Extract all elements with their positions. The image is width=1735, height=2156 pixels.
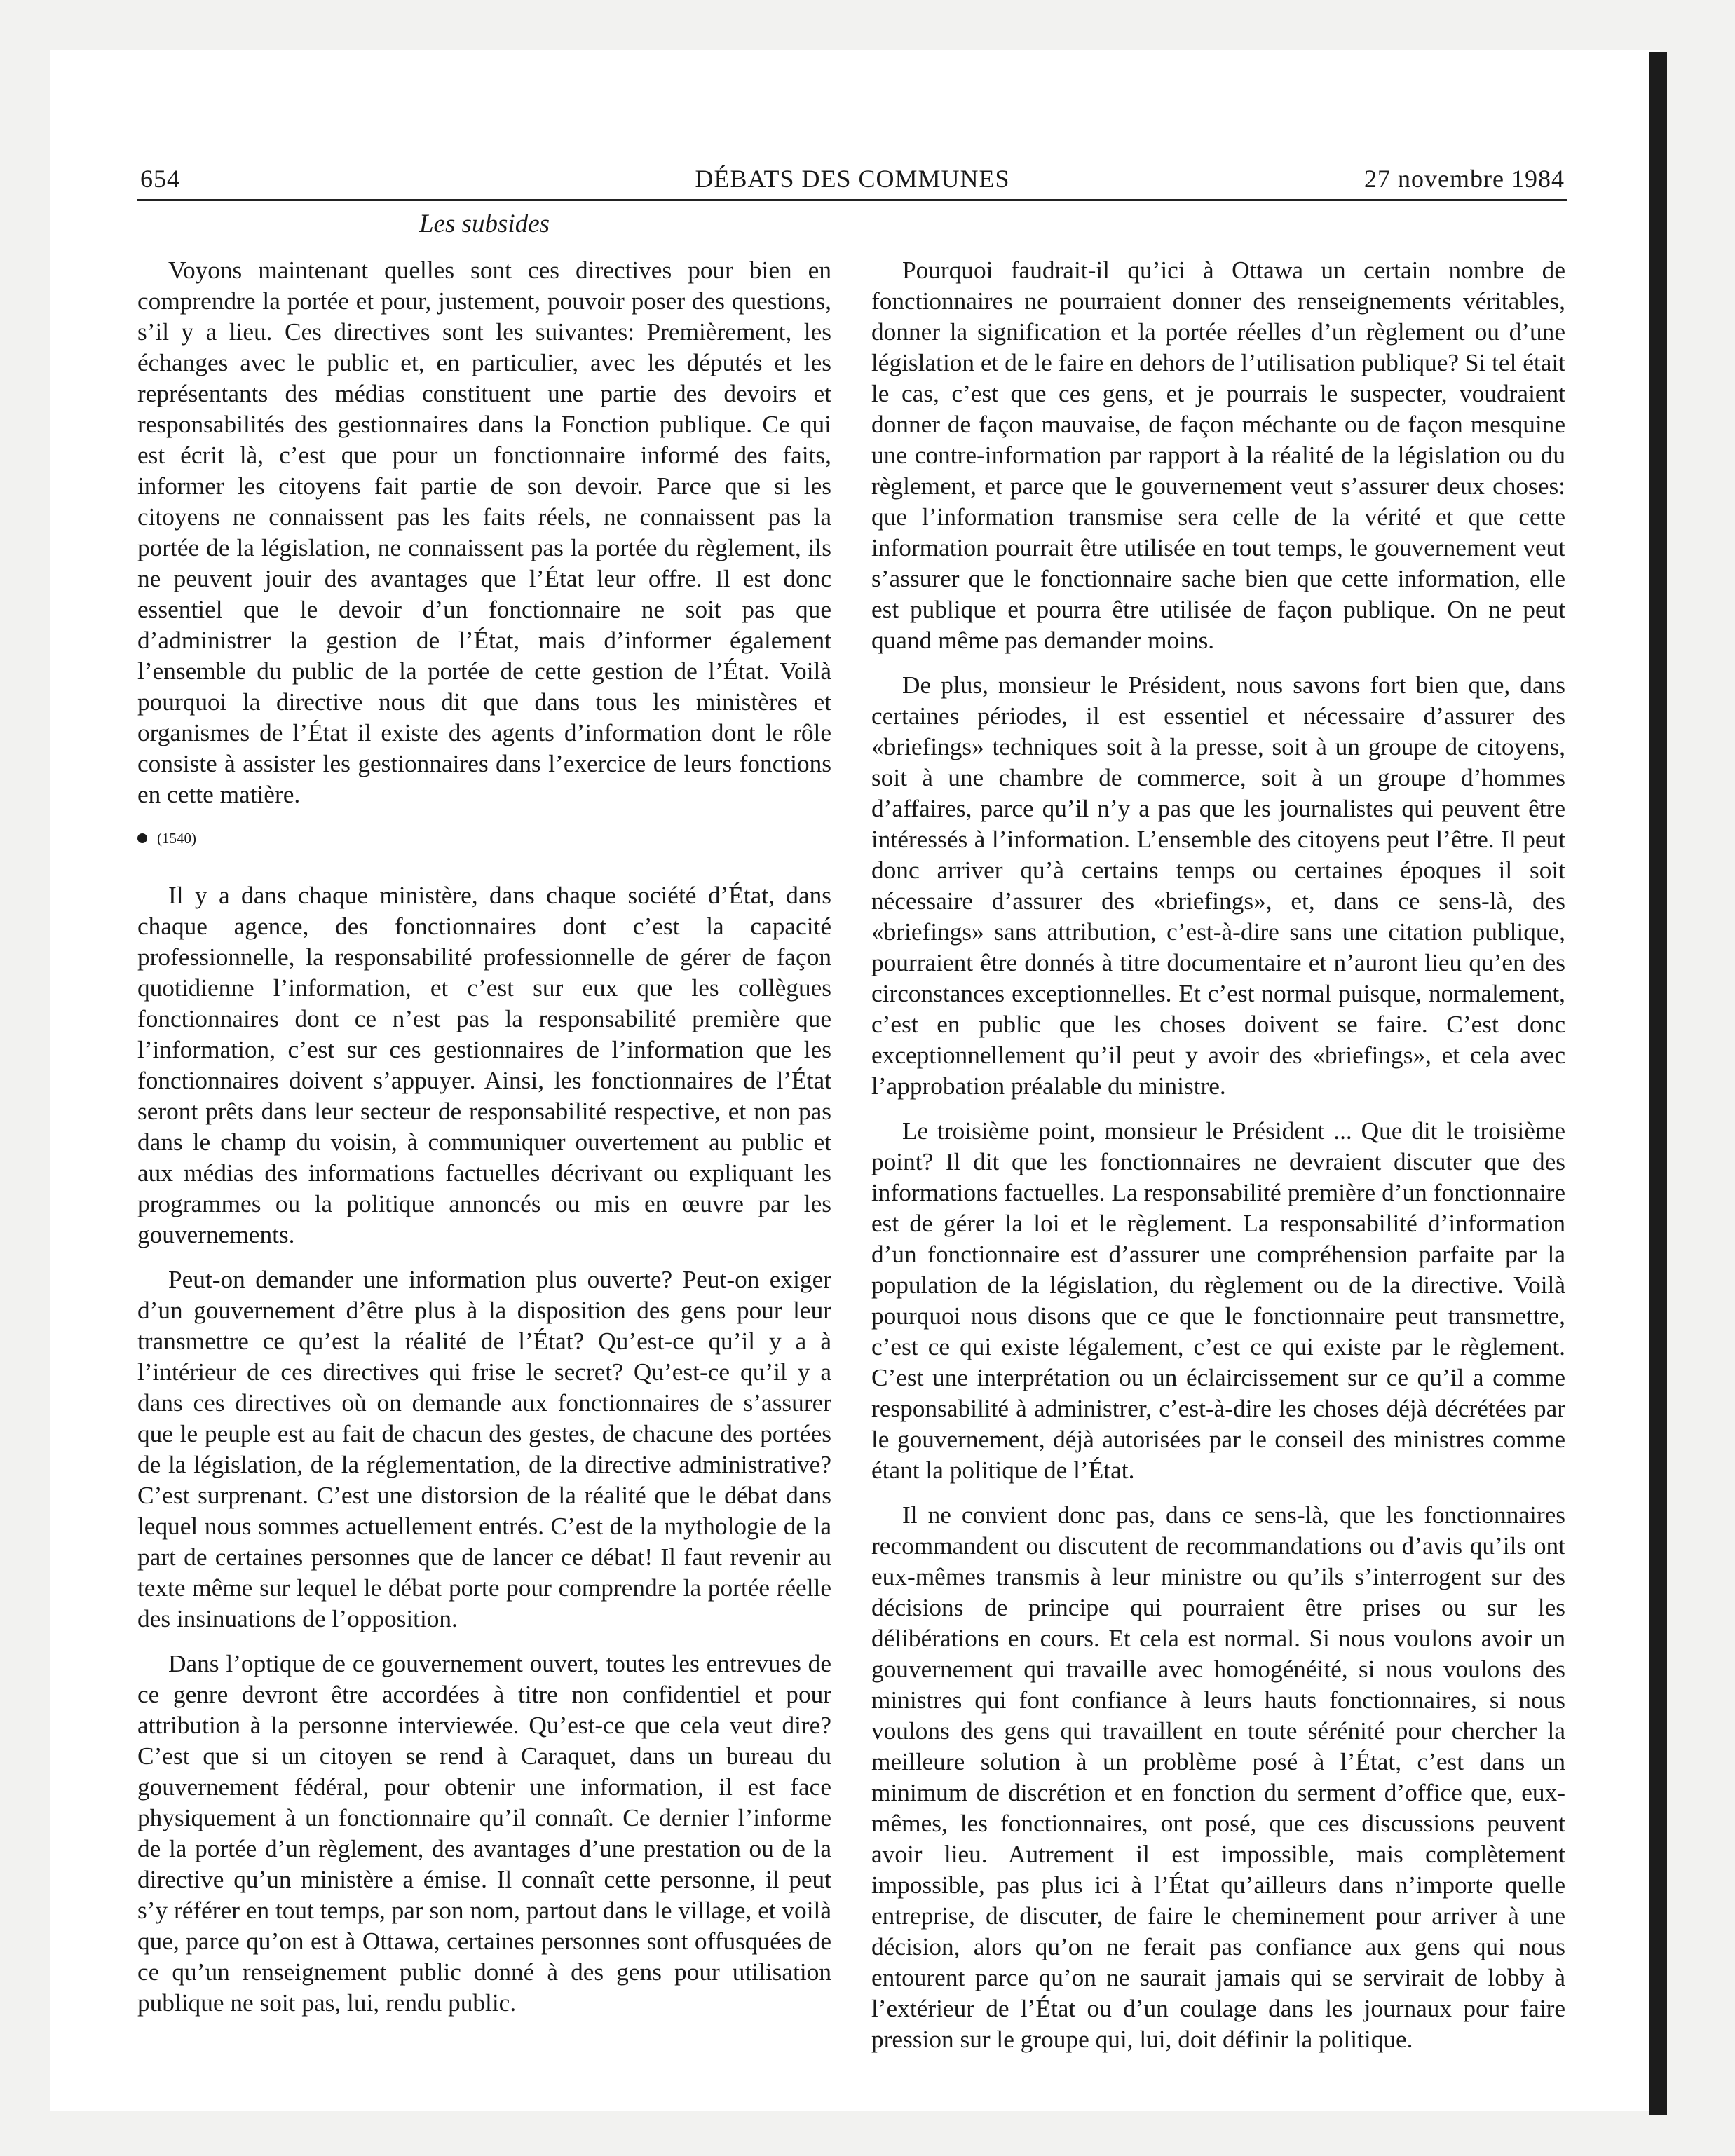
scan-edge-bar [1649,52,1667,2115]
time-marker-label: (1540) [157,830,196,847]
paragraph: Le troisième point, monsieur le Président ... Que dit le troisième point? Il dit que les fonctionnaires ne devraient discuter que des informations factuelles. La responsabilité première d’un fonctionnaire est de gérer la loi et le règlement. La responsabilité d’information d’un fonctionnaire est d’assurer une compréhension parfaite par la population de la législation, du règlement ou de la directive. Voilà pourquoi nous disons que ce que le fonctionnaire peut transmettre, c’est ce qui existe légalement, c’est ce qui existe par le règlement. C’est une interprétation ou un éclaircissement sur ce qu’il a comme responsabilité à administrer, c’est-à-dire les choses déjà décrétées par le gouvernement, déjà autorisées par le conseil des ministres comme étant la politique de l’État. [871,1117,1565,1484]
left-column [137,255,831,2033]
paragraph: Il ne convient donc pas, dans ce sens-là, que les fonctionnaires recommandent ou discutent de recommandations ou d’avis qu’ils ont eux-mêmes transmis à leur ministre ou qu’ils s’interrogent sur des décisions de principe qui pourraient être prises ou sur les délibérations en cours. Et cela est normal. Si nous voulons avoir un gouvernement qui travaille avec homogénéité, si nous voulons des ministres qui font confiance à leurs hauts fonctionnaires, si nous voulons des gens qui travaillent en toute sérénité pour chercher la meilleure solution à un problème posé à l’État, c’est dans un minimum de discrétion et en fonction du serment d’office que, eux-mêmes, les fonctionnaires, ont posé, que ces discussions peuvent avoir lieu. Autrement il est impossible, mais complètement impossible, pas plus ici à l’État qu’ailleurs dans n’importe quelle entreprise, de discuter, de faire le cheminement pour arriver à une décision, alors qu’on ne ferait pas confiance aux gens qui nous entourent parce qu’on ne saurait jamais qui se servirait de lobby à l’extérieur de l’État ou d’un coulage dans les journaux pour faire pression sur le groupe qui, lui, doit définir la politique. [871,1501,1565,2053]
publication-title: DÉBATS DES COMMUNES [695,165,1010,193]
paragraph: Peut-on demander une information plus ouverte? Peut-on exiger d’un gouvernement d’être plus à la disposition des gens pour leur transmettre ce qu’est la réalité de l’État? Qu’est-ce qu’il y a à l’intérieur de ces directives qui frise le secret? Qu’est-ce qu’il y a dans ces directives où on demande aux fonctionnaires de s’assurer que le peuple est au fait de chacun des gestes, de chacune des portées de la législation, de la réglementation, de la directive administrative? C’est surprenant. C’est une distorsion de la réalité que le débat dans lequel nous sommes actuellement entrés. C’est de la mythologie de la part de certaines personnes que de lancer ce débat! Il faut revenir au texte même sur lequel le débat porte pour comprendre la portée réelle des insinuations de l’opposition. [137,1266,831,1632]
right-column [871,255,1565,2069]
paragraph: Voyons maintenant quelles sont ces directives pour bien en comprendre la portée et pour, justement, pouvoir poser des questions, s’il y a lieu. Ces directives sont les suivantes: Premièrement, les échanges avec le public et, en particulier, avec les députés et les représentants des médias constituent une partie des devoirs et responsabilités des gestionnaires dans la Fonction publique. Ce qui est écrit là, c’est que pour un fonctionnaire informé des faits, informer les citoyens fait partie de son devoir. Parce que si les citoyens ne connaissent pas les faits réels, ne connaissent pas la portée de la législation, ne connaissent pas la portée du règlement, ils ne peuvent jouir des avantages que l’État leur offre. Il est donc essentiel que le devoir d’un fonctionnaire ne soit pas que d’administrer la gestion de l’État, mais d’informer également l’ensemble du public de la portée de cette gestion de l’État. Voilà pourquoi la directive nous dit que dans tous les ministères et organismes de l’État il existe des agents d’information dont le rôle consiste à assister les gestionnaires dans l’exercice de leurs fonctions en cette matière. [137,257,831,808]
page-header [137,160,1567,201]
paragraph: Dans l’optique de ce gouvernement ouvert, toutes les entrevues de ce genre devront être accordées à titre non confidentiel et pour attribution à la personne interviewée. Qu’est-ce que cela veut dire? C’est que si un citoyen se rend à Caraquet, dans un bureau du gouvernement fédéral, pour obtenir une information, il est face physiquement à un fonctionnaire qu’il connaît. Ce dernier l’informe de la portée d’un règlement, des avantages d’une prestation ou de la directive qu’un ministère a émise. Il connaît cette personne, il peut s’y référer en tout temps, par son nom, partout dans le village, et voilà que, parce qu’on est à Ottawa, certaines personnes sont offusquées de ce qu’un renseignement public donné à des gens pour utilisation publique ne soit pas, lui, rendu public. [137,1650,831,2017]
bullet-icon [137,833,147,843]
page-date: 27 novembre 1984 [1364,165,1565,193]
section-title: Les subsides [419,210,550,238]
page-number: 654 [140,165,180,193]
time-marker [137,828,831,848]
paragraph: Il y a dans chaque ministère, dans chaque société d’État, dans chaque agence, des fonctionnaires dont c’est la capacité professionnelle, la responsabilité professionnelle de gérer de façon quotidienne l’information, et c’est sur eux que les collègues fonctionnaires dont ce n’est pas la responsabilité première que l’information, c’est sur ces gestionnaires de l’information que les fonctionnaires doivent s’appuyer. Ainsi, les fonctionnaires de l’État seront prêts dans leur secteur de responsabilité respective, et non pas dans le champ du voisin, à communiquer ouvertement au public et aux médias des informations factuelles décrivant ou expliquant les programmes ou la politique annoncés ou mis en œuvre par les gouvernements. [137,882,831,1248]
paragraph: De plus, monsieur le Président, nous savons fort bien que, dans certaines périodes, il est essentiel et nécessaire d’assurer des «briefings» techniques soit à la presse, soit à un groupe de citoyens, soit à une chambre de commerce, soit à un groupe d’hommes d’affaires, parce qu’il n’y a pas que les journalistes qui peuvent être intéressés à l’information. L’ensemble des citoyens peut l’être. Il peut donc arriver qu’à certains temps ou certaines époques il soit nécessaire d’assurer des «briefings», et, dans ce sens-là, des «briefings» sans attribution, c’est-à-dire sans une citation publique, pourraient être donnés à titre documentaire et n’auront lieu qu’en des circonstances exceptionnelles. Et c’est normal puisque, normalement, c’est en public que les choses doivent se faire. C’est donc exceptionnellement qu’il peut y avoir des «briefings», et cela avec l’approbation préalable du ministre. [871,671,1565,1100]
paragraph: Pourquoi faudrait-il qu’ici à Ottawa un certain nombre de fonctionnaires ne pourraient donner des renseignements véritables, donner la signification et la portée réelles d’un règlement ou d’une législation et de le faire en dehors de l’utilisation publique? Si tel était le cas, c’est que ces gens, et je pourrais le suspecter, voudraient donner de façon mauvaise, de façon méchante ou de façon mesquine une contre-information par rapport à la réalité de la législation ou du règlement, et parce que le gouvernement veut s’assurer deux choses: que l’information transmise sera celle de la vérité et que cette information pourrait être utilisée en tout temps, le gouvernement veut s’assurer que le fonctionnaire sache bien que cette information, elle est publique et pourra être utilisée de façon publique. On ne peut quand même pas demander moins. [871,257,1565,654]
